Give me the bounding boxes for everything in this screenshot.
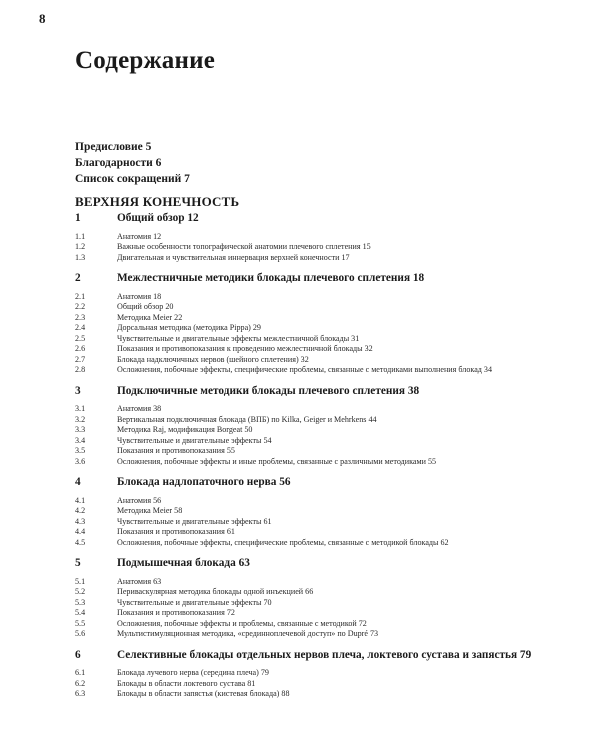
front-matter-list — [75, 139, 190, 187]
subsection-entry[interactable] — [75, 334, 545, 345]
subsection-title: Показания и противопоказания 61 — [117, 527, 235, 536]
subsection-entry[interactable] — [75, 517, 545, 528]
subsection-title: Блокады в области запястья (кистевая блокада) 88 — [117, 689, 290, 698]
subsection-title: Анатомия 56 — [117, 495, 162, 505]
subsection-number: 2.6 — [75, 344, 86, 353]
subsection-number: 3.6 — [75, 456, 86, 466]
chapter-entry[interactable] — [75, 649, 545, 663]
subsection-entry[interactable] — [75, 313, 545, 324]
subsection-title: Блокада надключичных нервов (шейного сплетения) 32 — [117, 354, 309, 364]
subsection-entry[interactable] — [75, 506, 545, 517]
subsection-number: 2.3 — [75, 312, 86, 322]
chapter-entry[interactable] — [75, 212, 545, 226]
subsection-number: 6.2 — [75, 678, 86, 688]
subsection-title: Осложнения, побочные эффекты и проблемы, связанные с методикой 72 — [117, 618, 367, 628]
subsection-title: Чувствительные и двигательные эффекты межлестничной блокады 31 — [117, 333, 360, 343]
subsection-title: Общий обзор 20 — [117, 302, 174, 311]
subsection-entry[interactable] — [75, 689, 545, 700]
subsection-number: 2.4 — [75, 323, 86, 332]
chapter-title: Подмышечная блокада 63 — [117, 557, 250, 569]
chapter-entry[interactable] — [75, 272, 545, 286]
chapter-entry[interactable] — [75, 557, 545, 571]
page-title: Содержание — [75, 47, 216, 74]
subsection-entry[interactable] — [75, 344, 545, 355]
subsection-entry[interactable] — [75, 425, 545, 436]
subsection-number: 2.5 — [75, 333, 86, 343]
subsection-number: 4.1 — [75, 495, 86, 505]
subsection-list — [75, 668, 545, 700]
subsection-title: Дорсальная методика (методика Pippa) 29 — [117, 323, 261, 332]
subsection-number: 5.6 — [75, 629, 86, 638]
subsection-list — [75, 496, 545, 549]
subsection-number: 4.5 — [75, 537, 86, 547]
subsection-number: 5.1 — [75, 576, 86, 586]
front-matter-item[interactable]: Благодарности 6 — [75, 157, 162, 169]
subsection-entry[interactable] — [75, 527, 545, 538]
subsection-number: 4.3 — [75, 516, 86, 526]
subsection-title: Блокады в области локтевого сустава 81 — [117, 678, 256, 688]
subsection-number: 2.2 — [75, 302, 86, 311]
subsection-number: 3.2 — [75, 414, 86, 424]
subsection-number: 5.4 — [75, 608, 86, 617]
subsection-entry[interactable] — [75, 608, 545, 619]
subsection-entry[interactable] — [75, 365, 545, 376]
subsection-title: Методика Raj, модификация Borgeat 50 — [117, 425, 253, 434]
subsection-title: Показания и противопоказания 55 — [117, 446, 235, 455]
subsection-number: 2.1 — [75, 291, 86, 301]
front-matter-item[interactable]: Список сокращений 7 — [75, 173, 190, 185]
subsection-entry[interactable] — [75, 577, 545, 588]
subsection-entry[interactable] — [75, 355, 545, 366]
subsection-title: Анатомия 38 — [117, 404, 162, 413]
page-number: 8 — [39, 11, 46, 26]
subsection-title: Осложнения, побочные эффекты, специфические проблемы, связанные с методикой блокады 62 — [117, 537, 449, 547]
subsection-entry[interactable] — [75, 302, 545, 313]
chapter-title: Подключичные методики блокады плечевого сплетения 38 — [117, 384, 420, 397]
subsection-entry[interactable] — [75, 457, 545, 468]
subsection-title: Двигательная и чувствительная иннервация верхней конечности 17 — [117, 252, 350, 262]
subsection-list — [75, 404, 545, 467]
chapter-number: 4 — [75, 476, 81, 488]
subsection-entry[interactable] — [75, 598, 545, 609]
subsection-entry[interactable] — [75, 292, 545, 303]
subsection-number: 1.2 — [75, 242, 86, 251]
subsection-title: Чувствительные и двигательные эффекты 61 — [117, 516, 272, 526]
subsection-title: Блокада лучевого нерва (середина плеча) 79 — [117, 668, 269, 677]
front-matter-item[interactable]: Предисловие 5 — [75, 141, 152, 153]
subsection-number: 2.7 — [75, 354, 86, 364]
subsection-number: 3.4 — [75, 435, 86, 445]
subsection-list — [75, 292, 545, 376]
subsection-entry[interactable] — [75, 415, 545, 426]
subsection-title: Осложнения, побочные эффекты и иные проблемы, связанные с различными методиками 55 — [117, 456, 437, 466]
chapter-title: Межлестничные методики блокады плечевого сплетения 18 — [117, 272, 425, 284]
chapter-number: 6 — [75, 648, 81, 661]
subsection-entry[interactable] — [75, 619, 545, 630]
subsection-title: Анатомия 18 — [117, 291, 162, 301]
subsection-number: 5.3 — [75, 597, 86, 607]
subsection-entry[interactable] — [75, 668, 545, 679]
subsection-number: 1.1 — [75, 231, 86, 241]
subsection-title: Показания и противопоказания к проведению межлестничной блокады 32 — [117, 344, 373, 353]
subsection-title: Анатомия 12 — [117, 231, 162, 241]
chapter-entry[interactable] — [75, 476, 545, 490]
subsection-title: Осложнения, побочные эффекты, специфические проблемы, связанные с методиками выполнения блокад 34 — [117, 365, 493, 374]
chapter-title: Блокада надлопаточного нерва 56 — [117, 476, 291, 488]
chapter-number: 2 — [75, 272, 81, 284]
chapter-title: Общий обзор 12 — [117, 212, 199, 224]
subsection-title: Чувствительные и двигательные эффекты 54 — [117, 435, 272, 445]
subsection-number: 3.1 — [75, 404, 86, 413]
subsection-entry[interactable] — [75, 538, 545, 549]
subsection-title: Чувствительные и двигательные эффекты 70 — [117, 597, 272, 607]
subsection-number: 6.1 — [75, 668, 86, 677]
chapter-title: Селективные блокады отдельных нервов плеча, локтевого сустава и запястья 79 — [117, 648, 532, 661]
chapter-number: 1 — [75, 212, 81, 224]
subsection-number: 1.3 — [75, 252, 86, 262]
subsection-entry[interactable] — [75, 496, 545, 507]
subsection-title: Методика Meier 22 — [117, 312, 183, 322]
subsection-number: 2.8 — [75, 365, 86, 374]
subsection-title: Анатомия 63 — [117, 576, 162, 586]
chapter-number: 3 — [75, 384, 81, 397]
subsection-number: 4.4 — [75, 527, 86, 536]
subsection-number: 3.3 — [75, 425, 86, 434]
subsection-number: 5.5 — [75, 618, 86, 628]
subsection-entry[interactable] — [75, 436, 545, 447]
table-of-contents — [75, 212, 545, 700]
subsection-title: Периваскулярная методика блокады одной инъекцией 66 — [117, 587, 314, 596]
section-heading: ВЕРХНЯЯ КОНЕЧНОСТЬ — [75, 194, 240, 209]
subsection-number: 5.2 — [75, 587, 86, 596]
subsection-number: 6.3 — [75, 689, 86, 698]
subsection-number: 4.2 — [75, 506, 86, 515]
subsection-title: Показания и противопоказания 72 — [117, 608, 235, 617]
chapter-entry[interactable] — [75, 385, 545, 399]
subsection-title: Мультистимуляционная методика, «срединноплечевой доступ» по Dupré 73 — [117, 629, 379, 638]
chapter-number: 5 — [75, 557, 81, 569]
subsection-list — [75, 577, 545, 640]
subsection-title: Важные особенности топографической анатомии плечевого сплетения 15 — [117, 242, 371, 251]
subsection-entry[interactable] — [75, 404, 545, 415]
subsection-list — [75, 232, 545, 264]
subsection-title: Вертикальная подключичная блокада (ВПБ) по Kilka, Geiger и Mehrkens 44 — [117, 414, 377, 424]
subsection-title: Методика Meier 58 — [117, 506, 183, 515]
subsection-entry[interactable] — [75, 446, 545, 457]
subsection-entry[interactable] — [75, 242, 545, 253]
subsection-entry[interactable] — [75, 587, 545, 598]
subsection-entry[interactable] — [75, 232, 545, 243]
subsection-entry[interactable] — [75, 679, 545, 690]
subsection-entry[interactable] — [75, 253, 545, 264]
subsection-entry[interactable] — [75, 323, 545, 334]
subsection-entry[interactable] — [75, 629, 545, 640]
subsection-number: 3.5 — [75, 446, 86, 455]
